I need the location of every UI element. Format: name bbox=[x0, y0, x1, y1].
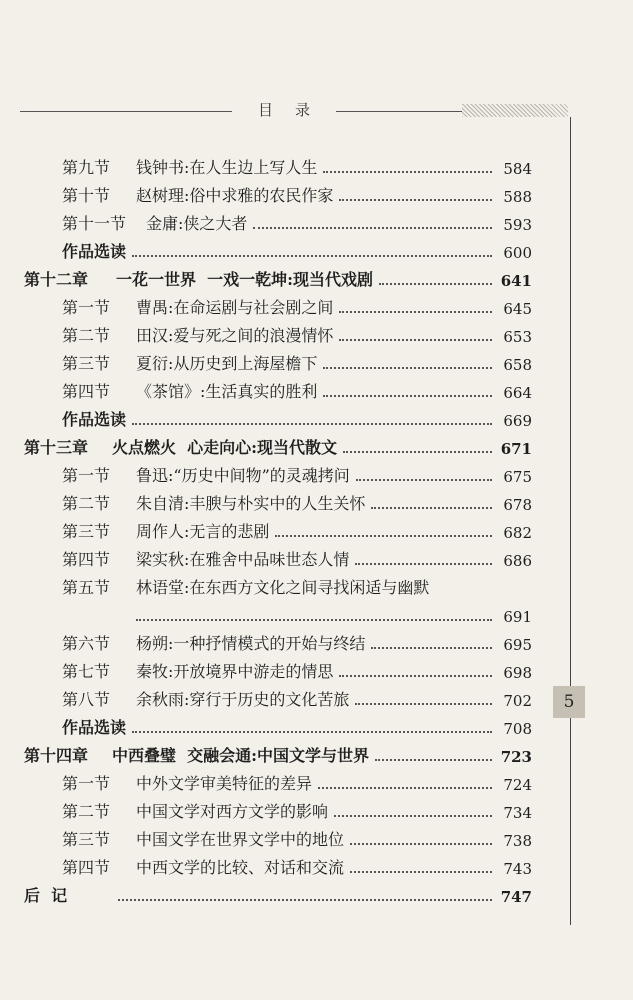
dot-leader bbox=[339, 675, 492, 677]
entry-number: 第八节 bbox=[62, 690, 111, 709]
entry-page: 675 bbox=[503, 468, 532, 486]
dot-leader bbox=[339, 339, 492, 341]
dot-leader bbox=[371, 507, 492, 509]
entry-number: 第十一节 bbox=[62, 214, 127, 233]
entry-number: 第三节 bbox=[62, 522, 111, 541]
toc-entry[interactable] bbox=[62, 570, 532, 598]
entry-page: 682 bbox=[503, 524, 532, 542]
entry-number: 第七节 bbox=[62, 662, 111, 681]
entry-title: 中外文学审美特征的差异 bbox=[136, 774, 313, 793]
header-rule-left bbox=[20, 111, 232, 112]
entry-title: 中西文学的比较、对话和交流 bbox=[136, 858, 345, 877]
dot-leader bbox=[371, 647, 492, 649]
toc-entry-reading[interactable] bbox=[62, 710, 532, 738]
toc-entry[interactable] bbox=[62, 514, 532, 542]
entry-number: 第二节 bbox=[62, 494, 111, 513]
dot-leader bbox=[339, 311, 492, 313]
toc-entry[interactable] bbox=[62, 822, 532, 850]
dot-leader bbox=[356, 479, 492, 481]
toc-entry-continuation[interactable] bbox=[62, 598, 532, 626]
entry-page: 724 bbox=[503, 776, 532, 794]
toc-entry[interactable] bbox=[62, 682, 532, 710]
dot-leader bbox=[318, 787, 492, 789]
entry-title: 金庸:侠之大者 bbox=[146, 214, 248, 233]
entry-page: 702 bbox=[503, 692, 532, 710]
dot-leader bbox=[350, 871, 492, 873]
entry-title: 鲁迅:“历史中间物”的灵魂拷问 bbox=[136, 466, 350, 485]
dot-leader bbox=[323, 367, 492, 369]
page-number-tab: 5 bbox=[553, 686, 585, 718]
entry-page: 588 bbox=[503, 188, 532, 206]
entry-number: 第一节 bbox=[62, 298, 111, 317]
chapter-title: 火点燃火 心走向心:现当代散文 bbox=[112, 438, 338, 457]
entry-number: 第二节 bbox=[62, 326, 111, 345]
entry-title: 中国文学对西方文学的影响 bbox=[136, 802, 329, 821]
entry-number: 第十节 bbox=[62, 186, 111, 205]
entry-page: 658 bbox=[503, 356, 532, 374]
dot-leader bbox=[118, 899, 492, 901]
entry-number: 第九节 bbox=[62, 158, 111, 177]
dot-leader bbox=[355, 703, 492, 705]
dot-leader bbox=[132, 731, 492, 733]
dot-leader bbox=[275, 535, 492, 537]
entry-page: 593 bbox=[503, 216, 532, 234]
entry-page: 641 bbox=[500, 272, 532, 290]
entry-page: 747 bbox=[500, 888, 532, 906]
dot-leader bbox=[323, 395, 492, 397]
entry-title: 林语堂:在东西方文化之间寻找闲适与幽默 bbox=[136, 578, 430, 597]
toc-entry[interactable] bbox=[62, 626, 532, 654]
entry-title: 作品选读 bbox=[62, 718, 127, 737]
entry-page: 734 bbox=[503, 804, 532, 822]
entry-number: 第六节 bbox=[62, 634, 111, 653]
chapter-title: 中西叠璧 交融会通:中国文学与世界 bbox=[112, 746, 370, 765]
dot-leader bbox=[132, 423, 492, 425]
toc-chapter[interactable] bbox=[24, 738, 532, 766]
entry-title: 钱钟书:在人生边上写人生 bbox=[136, 158, 318, 177]
entry-number: 第二节 bbox=[62, 802, 111, 821]
entry-number: 第四节 bbox=[62, 858, 111, 877]
dot-leader bbox=[343, 451, 492, 453]
toc-entry[interactable] bbox=[62, 458, 532, 486]
entry-title: 秦牧:开放境界中游走的情思 bbox=[136, 662, 334, 681]
entry-number: 第四节 bbox=[62, 550, 111, 569]
header-hatch-decoration bbox=[462, 104, 568, 117]
dot-leader bbox=[375, 759, 492, 761]
entry-title: 曹禺:在命运剧与社会剧之间 bbox=[136, 298, 334, 317]
entry-number: 第四节 bbox=[62, 382, 111, 401]
dot-leader bbox=[253, 227, 492, 229]
toc-entry[interactable] bbox=[62, 766, 532, 794]
entry-number: 第一节 bbox=[62, 774, 111, 793]
entry-page: 691 bbox=[503, 608, 532, 626]
entry-page: 645 bbox=[503, 300, 532, 318]
dot-leader bbox=[132, 255, 492, 257]
entry-page: 671 bbox=[500, 440, 532, 458]
entry-title: 中国文学在世界文学中的地位 bbox=[136, 830, 345, 849]
dot-leader bbox=[136, 619, 492, 621]
toc-chapter[interactable] bbox=[24, 262, 532, 290]
toc-chapter[interactable] bbox=[24, 430, 532, 458]
entry-number: 第一节 bbox=[62, 466, 111, 485]
entry-page: 664 bbox=[503, 384, 532, 402]
toc-entry[interactable] bbox=[62, 486, 532, 514]
entry-page: 743 bbox=[503, 860, 532, 878]
toc-afterword[interactable] bbox=[24, 878, 532, 906]
entry-page: 600 bbox=[503, 244, 532, 262]
chapter-title: 一花一世界 一戏一乾坤:现当代戏剧 bbox=[116, 270, 374, 289]
header-rule-right bbox=[336, 111, 462, 112]
entry-page: 695 bbox=[503, 636, 532, 654]
afterword-title: 后 记 bbox=[24, 886, 68, 905]
entry-number: 第五节 bbox=[62, 578, 111, 597]
entry-page: 738 bbox=[503, 832, 532, 850]
chapter-number: 第十二章 bbox=[24, 270, 89, 289]
entry-number: 第三节 bbox=[62, 830, 111, 849]
entry-page: 584 bbox=[503, 160, 532, 178]
dot-leader bbox=[355, 563, 492, 565]
dot-leader bbox=[323, 171, 492, 173]
entry-title: 《茶馆》:生活真实的胜利 bbox=[136, 382, 318, 401]
entry-page: 653 bbox=[503, 328, 532, 346]
toc-entry[interactable] bbox=[62, 290, 532, 318]
entry-page: 669 bbox=[503, 412, 532, 430]
entry-title: 作品选读 bbox=[62, 410, 127, 429]
toc-entry[interactable] bbox=[62, 206, 532, 234]
entry-page: 723 bbox=[500, 748, 532, 766]
dot-leader bbox=[339, 199, 492, 201]
toc-entry-reading[interactable] bbox=[62, 402, 532, 430]
entry-page: 698 bbox=[503, 664, 532, 682]
chapter-number: 第十三章 bbox=[24, 438, 89, 457]
toc-entry[interactable] bbox=[62, 346, 532, 374]
entry-number: 第三节 bbox=[62, 354, 111, 373]
dot-leader bbox=[334, 815, 492, 817]
dot-leader bbox=[379, 283, 492, 285]
entry-title: 朱自清:丰腴与朴实中的人生关怀 bbox=[136, 494, 366, 513]
entry-title: 赵树理:俗中求雅的农民作家 bbox=[136, 186, 334, 205]
entry-title: 夏衍:从历史到上海屋檐下 bbox=[136, 354, 318, 373]
entry-page: 686 bbox=[503, 552, 532, 570]
toc-entry[interactable] bbox=[62, 178, 532, 206]
entry-title: 作品选读 bbox=[62, 242, 127, 261]
entry-title: 田汉:爱与死之间的浪漫情怀 bbox=[136, 326, 334, 345]
toc-entry[interactable] bbox=[62, 850, 532, 878]
entry-page: 708 bbox=[503, 720, 532, 738]
entry-title: 余秋雨:穿行于历史的文化苦旅 bbox=[136, 690, 350, 709]
entry-page: 678 bbox=[503, 496, 532, 514]
toc-entry-reading[interactable] bbox=[62, 234, 532, 262]
dot-leader bbox=[350, 843, 492, 845]
toc-entry[interactable] bbox=[62, 150, 532, 178]
entry-title: 梁实秋:在雅舍中品味世态人情 bbox=[136, 550, 350, 569]
toc-entry[interactable] bbox=[62, 794, 532, 822]
entry-title: 杨朔:一种抒情模式的开始与终结 bbox=[136, 634, 366, 653]
toc-entry[interactable] bbox=[62, 318, 532, 346]
entry-title: 周作人:无言的悲剧 bbox=[136, 522, 270, 541]
toc-entry[interactable] bbox=[62, 542, 532, 570]
page-title: 目录 bbox=[257, 101, 332, 119]
side-rule bbox=[570, 117, 571, 925]
toc-entry[interactable] bbox=[62, 654, 532, 682]
toc-entry[interactable] bbox=[62, 374, 532, 402]
chapter-number: 第十四章 bbox=[24, 746, 89, 765]
